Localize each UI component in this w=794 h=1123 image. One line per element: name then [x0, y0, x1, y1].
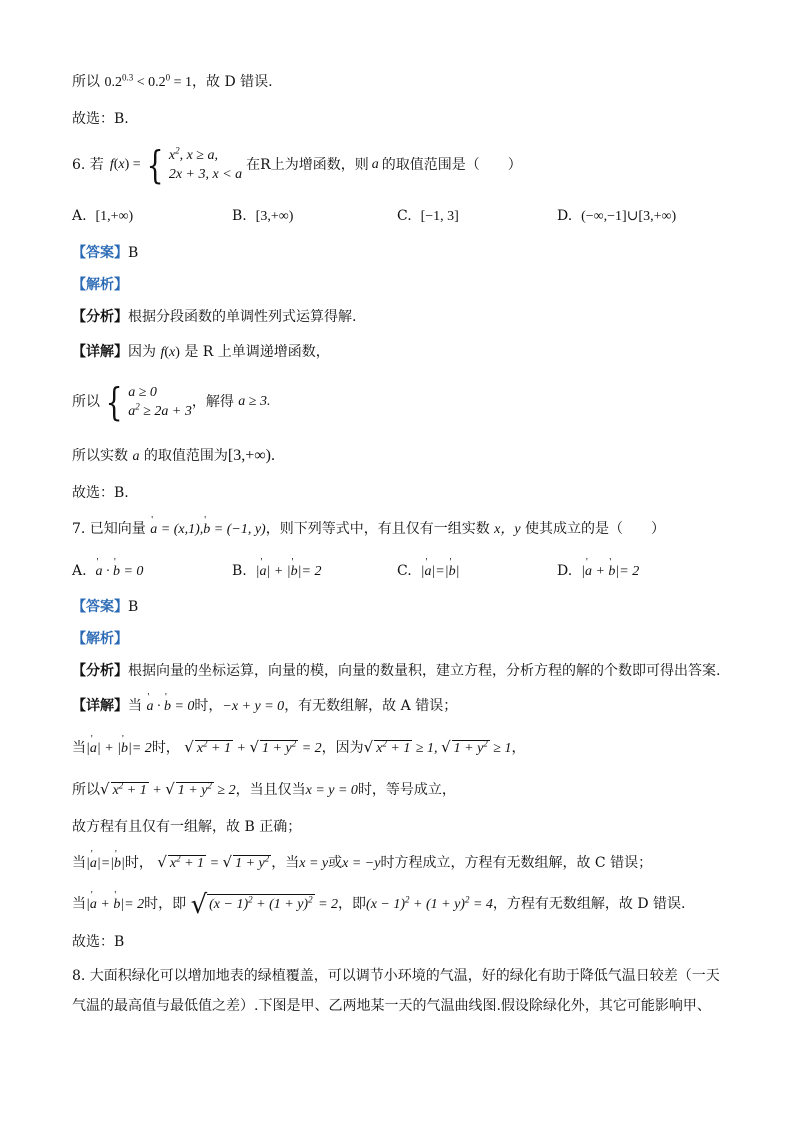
option-a: A. [1,+∞) [72, 208, 134, 224]
option-b: B. [3,+∞) [232, 208, 294, 224]
q7-detail-4: 故方程有且仅有一组解，故 B 正确； [72, 819, 302, 835]
math-inline: ' a = (x,1),' b = (−1, y) [150, 522, 265, 537]
option-b: B. |' a| + |' b|= 2 [232, 562, 321, 581]
q7-detail-3: 所以√ $x^2 + 1$ + √ $1 + y^2 \ge 2$，当且仅当x = y = 0时，等号成立， [72, 780, 456, 798]
q7-fenxi: 【分析】根据向量的坐标运算，向量的模，向量的数量积，建立方程，分析方程的解的个数即可得出答案. [72, 663, 721, 679]
text: ，故 D 错误. [192, 74, 273, 90]
q5-choice: 故选：B. [72, 111, 129, 127]
option-d: D. |' a + ' b|= 2 [557, 562, 639, 581]
math-inline: $0.2^{0.3} < 0.2^0 = 1$ [104, 72, 193, 90]
left-brace: { [146, 143, 164, 187]
option-c: C. [−1, 3] [397, 208, 459, 224]
text: 所以 [72, 74, 100, 90]
q7-answer: 【答案】B [72, 599, 139, 615]
q7-detail-6: 当|' a + ' b|= 2时，即 √ $(x - 1)^2 + (1 + y)^2 = 2$，即$(x - 1)^2 + (1 + y)^2 = 4$，方程有无数组解，故 D 错误. [72, 894, 686, 915]
q7-detail-1: 【详解】当 ' a · ' b = 0时，−x + y = 0，有无数组解，故 A 错误； [72, 697, 457, 716]
q5-conclusion [72, 73, 273, 92]
case-2: 2x + 3, x < a [168, 167, 243, 182]
math-var: a [371, 157, 379, 172]
case-1: $x^2$, x ≥ a, [168, 145, 218, 163]
inequality-system: a ≥ 0 $a^2 \ge 2a + 3$ [128, 385, 192, 419]
q6-system: 所以 { a ≥ 0 $a^2 \ge 2a + 3$ ，解得 a ≥ 3. [72, 380, 271, 424]
text: 的取值范围是（ ） [381, 157, 522, 173]
q7-detail-2: 当|' a| + |' b|= 2时， √ $x^2 + 1$ + √ $1 + y^2 = 2$，因为√ $x^2 + 1 \ge 1$, √ $1 + y^2 \ge 1$， [72, 738, 525, 758]
q6-choice: 故选：B. [72, 485, 129, 501]
option-c: C. |' a|=|' b| [397, 562, 459, 581]
q7-choice: 故选：B [72, 934, 125, 950]
q6-answer: 【答案】B [72, 245, 139, 261]
option-a: A. ' a · ' b = 0 [72, 562, 143, 581]
q6-xiangjie: 【详解】因为 f(x) 是 R 上单调递增函数， [72, 344, 330, 360]
option-d: D. (−∞,−1]∪[3,+∞) [557, 208, 677, 224]
q6-analysis-heading: 【解析】 [72, 277, 128, 293]
q7-stem: 7. 已知向量 ' a = (x,1),' b = (−1, y)，则下列等式中，有且仅有一组实数 x，y 使其成立的是（ ） [72, 520, 665, 539]
q6-range: 所以实数 a 的取值范围为[3,+∞). [72, 447, 275, 464]
q7-detail-5: 当|' a|=|' b|时， √ $x^2 + 1$ = √ $1 + y^2$ ，当x = y或x = −y时方程成立，方程有无数组解，故 C 错误； [72, 853, 652, 873]
math-inline: f [109, 157, 114, 172]
piecewise-cases [169, 146, 242, 184]
q6-fenxi: 【分析】根据分段函数的单调性列式运算得解. [72, 309, 357, 325]
left-brace: { [105, 380, 123, 424]
q7-analysis-heading: 【解析】 [72, 631, 128, 647]
q8-line-2: 气温的最高值与最低值之差）.下图是甲、乙两地某一天的气温曲线图.假设除绿化外，其它可能影响甲、 [72, 998, 711, 1014]
text: 在R上为增函数，则 [246, 157, 369, 173]
q6-stem: 6. 若 f ( x ) = { $x^2$, x ≥ a, 2x + 3, x < a 在R上为增函数，则 a 的取值范围是（ ） [72, 143, 522, 187]
question-number: 6. 若 [72, 157, 104, 173]
q8-line-1: 8. 大面积绿化可以增加地表的绿植覆盖，可以调节小环境的气温，好的绿化有助于降低气温日较差（一天 [72, 968, 720, 984]
